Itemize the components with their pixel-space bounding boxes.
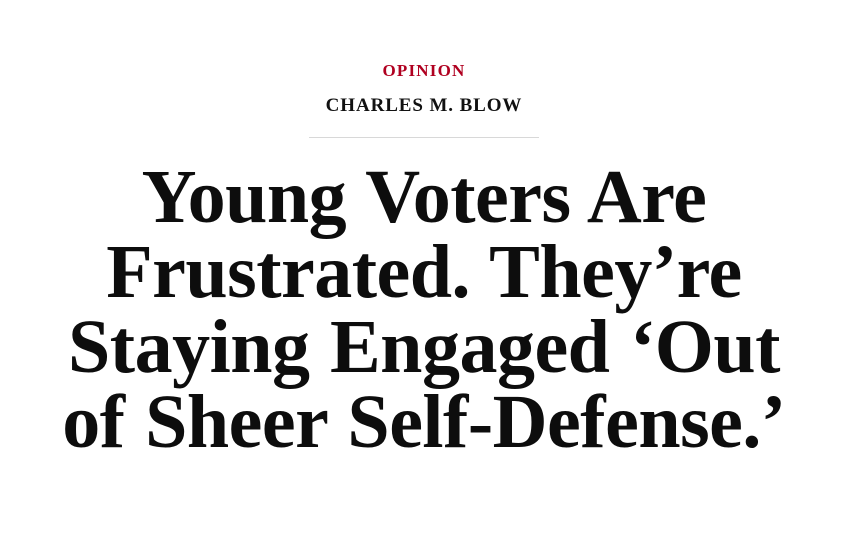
author-byline[interactable]: CHARLES M. BLOW [325,95,523,116]
page-title: Young Voters Are Frustrated. They’re Staying Engaged ‘Out of Sheer Self-Defense.’ [62,155,786,464]
horizontal-divider [309,137,539,138]
section-kicker[interactable]: OPINION [382,61,466,80]
divider-container [0,137,848,138]
